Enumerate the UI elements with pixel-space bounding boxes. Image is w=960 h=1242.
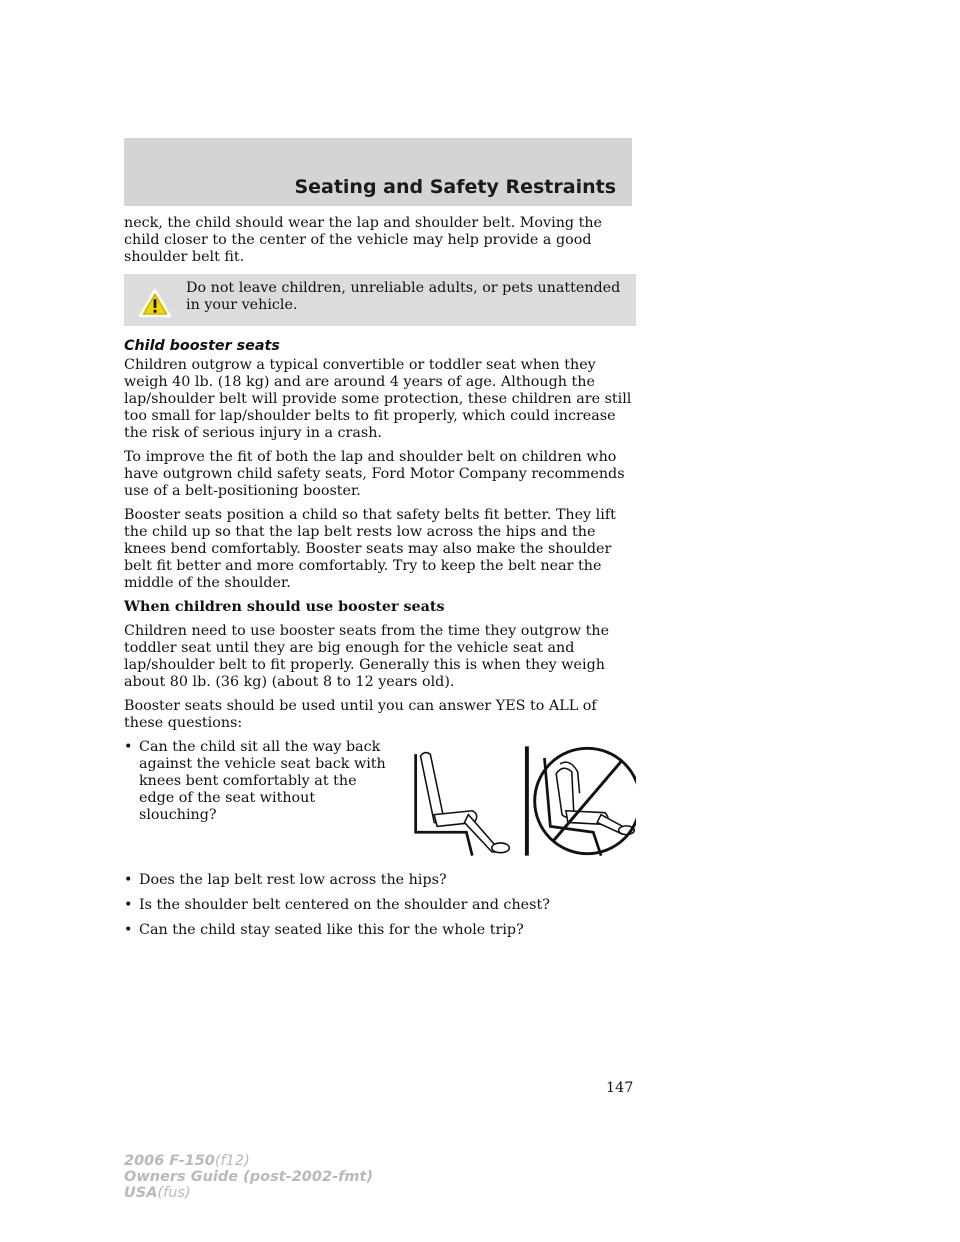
bullet-icon: • — [124, 922, 133, 938]
warning-box — [124, 274, 636, 326]
section-paragraph: To improve the fit of both the lap and shoulder belt on children who have outgrown child safety seats, Ford Motor Company recommends use of a belt-positioning booster. — [124, 449, 625, 499]
footer-model-code: (f12) — [214, 1153, 250, 1169]
footer-market-code: (fus) — [157, 1185, 191, 1201]
bullet-icon: • — [124, 872, 133, 888]
section-heading-child-booster-seats: Child booster seats — [124, 338, 280, 354]
booster-checklist — [124, 739, 636, 939]
subsection-heading-when-to-use: When children should use booster seats — [124, 599, 445, 615]
page-content — [124, 215, 636, 947]
document-footer — [124, 1153, 373, 1201]
subsection-paragraph: Children need to use booster seats from the time they outgrow the toddler seat until they are big enough for the vehicle seat and lap/shoulder belt to fit properly. Generally this is when they weigh about 80 lb. (36 kg) (about 8 to 12 years old). — [124, 623, 610, 690]
bullet-icon: • — [124, 739, 133, 755]
bullet-text: Can the child sit all the way back against the vehicle seat back with knees bent comfortably at the edge of the seat without slouching? — [139, 739, 386, 823]
subsection-paragraph: Booster seats should be used until you can answer YES to ALL of these questions: — [124, 698, 597, 731]
list-item — [124, 872, 636, 889]
warning-text: Do not leave children, unreliable adults, or pets unattended in your vehicle. — [186, 280, 621, 313]
correct-posture-figure — [415, 753, 509, 856]
section-paragraph: Children outgrow a typical convertible or toddler seat when they weigh 40 lb. (18 kg) and are around 4 years of age. Although the lap/shoulder belt will provide some protection, these children are still too small for lap/shoulder belts to fit properly, which could increase the risk of serious injury in a crash. — [124, 357, 632, 441]
footer-market: USA — [124, 1185, 158, 1201]
bullet-text: Can the child stay seated like this for the whole trip? — [139, 922, 524, 938]
prohibition-symbol — [535, 748, 636, 853]
footer-guide: Owners Guide (post-2002-fmt) — [124, 1169, 374, 1185]
bullet-text: Does the lap belt rest low across the hips? — [139, 872, 447, 888]
bullet-text: Is the shoulder belt centered on the shoulder and chest? — [139, 897, 550, 913]
warning-triangle-icon — [138, 288, 172, 318]
section-paragraph: Booster seats position a child so that safety belts fit better. They lift the child up so that the lap belt rests low across the hips and the knees bend comfortably. Booster seats may also make the shoulder belt fit better and more comfortably. Try to keep the belt near the middle of the shoulder. — [124, 507, 616, 591]
page-number: 147 — [606, 1080, 634, 1096]
footer-model: 2006 F-150 — [124, 1153, 215, 1169]
intro-paragraph: neck, the child should wear the lap and shoulder belt. Moving the child closer to the center of the vehicle may help provide a good shoulder belt fit. — [124, 215, 603, 265]
page-title: Seating and Safety Restraints — [294, 176, 616, 198]
bullet-icon: • — [124, 897, 133, 913]
booster-seat-illustration — [402, 743, 636, 858]
header-band — [124, 138, 632, 206]
list-item — [124, 922, 636, 939]
list-item — [124, 897, 636, 914]
list-item — [124, 739, 636, 858]
